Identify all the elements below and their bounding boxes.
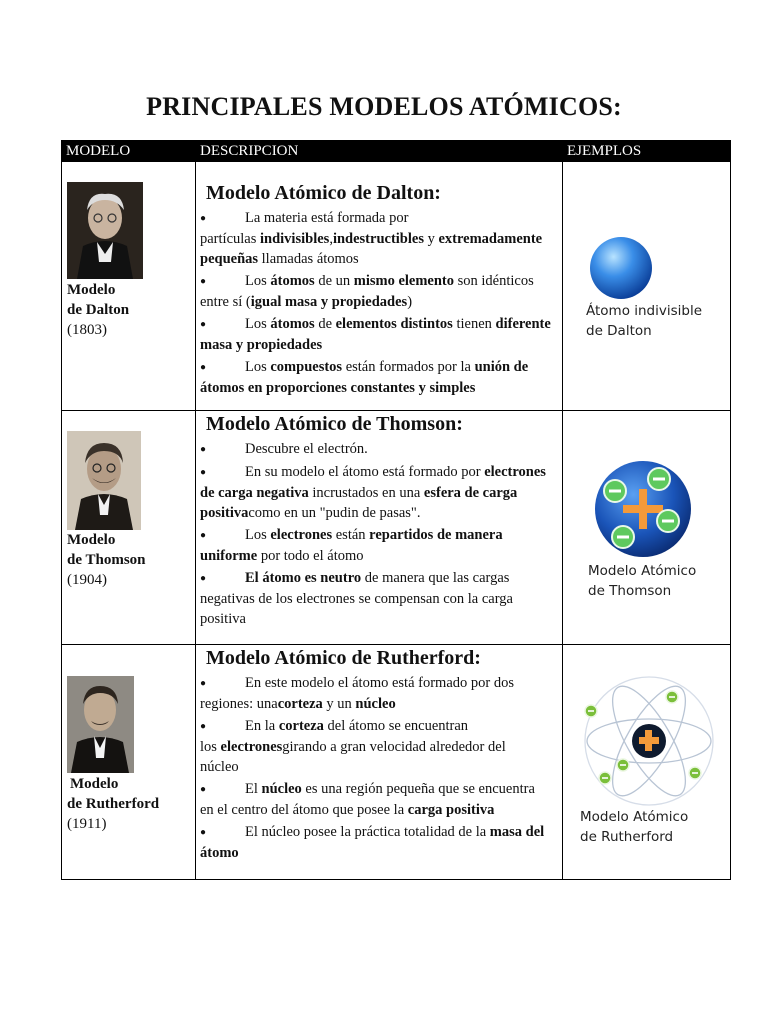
table-row — [62, 162, 731, 411]
desc-title: Modelo Atómico de Thomson: — [206, 413, 463, 435]
bullet-bold-text: compuestos — [270, 359, 343, 375]
bullet-bold-text: átomo — [200, 845, 239, 861]
bullet-text: son idénticos — [454, 273, 534, 289]
bullet-list — [200, 208, 562, 398]
bullet-item — [200, 716, 562, 777]
model-cell-rutherford — [62, 645, 196, 880]
model-name-line2: de Rutherford — [67, 796, 160, 812]
bullet-text: entre sí ( — [200, 294, 251, 310]
example-cell-rutherford — [563, 645, 731, 880]
bullet-bold-text: diferente — [495, 316, 551, 332]
models-table — [61, 140, 731, 880]
bullet-text: La materia está formada por — [245, 210, 409, 226]
bullet-text: En la — [245, 718, 279, 734]
table-header-row — [62, 141, 731, 162]
model-name-line1: Modelo — [70, 776, 119, 792]
header-ejemplos: EJEMPLOS — [563, 141, 731, 162]
bullet-text: Descubre el electrón. — [245, 441, 368, 457]
bullet-bold-text: elementos distintos — [335, 316, 453, 332]
bullet-item — [200, 673, 562, 714]
bullet-bold-text: indivisibles — [260, 231, 330, 247]
bullet-text: tienen — [452, 316, 496, 332]
bullet-text: Los — [245, 316, 271, 332]
bullet-dot-icon: ● — [200, 444, 207, 455]
desc-title: Modelo Atómico de Dalton: — [206, 182, 441, 204]
bullet-bold-text: corteza — [278, 718, 324, 734]
bullet-text: ) — [407, 294, 413, 310]
example-cell-thomson — [563, 411, 731, 645]
bullet-text: por todo el átomo — [257, 548, 364, 564]
model-name-line1: Modelo — [67, 532, 116, 548]
bullet-item — [200, 525, 562, 566]
portrait-rutherford — [67, 676, 134, 773]
header-descripcion: DESCRIPCION — [196, 141, 563, 162]
bullet-bold-text: unión de — [474, 359, 529, 375]
bullet-bold-text: átomos — [270, 273, 315, 289]
bullet-item — [200, 779, 562, 820]
bullet-bold-text: El átomo es neutro — [245, 570, 362, 586]
portrait-dalton — [67, 182, 143, 279]
table-row — [62, 645, 731, 880]
bullet-bold-text: carga positiva — [407, 802, 495, 818]
desc-cell-thomson — [196, 411, 563, 645]
bullet-dot-icon: ● — [200, 276, 207, 287]
bullet-text: y un — [322, 696, 356, 712]
model-year: (1904) — [67, 572, 107, 588]
thomson-atom-pudding — [593, 457, 693, 561]
bullet-dot-icon: ● — [200, 573, 207, 584]
bullet-text: y — [423, 231, 439, 247]
bullet-text: positiva — [200, 611, 246, 627]
model-cell-dalton — [62, 162, 196, 411]
bullet-dot-icon: ● — [200, 530, 207, 541]
bullet-bold-text: corteza — [277, 696, 323, 712]
bullet-text: están formados por la — [342, 359, 475, 375]
bullet-text: están — [332, 527, 370, 543]
model-name-line1: Modelo — [67, 282, 116, 298]
bullet-dot-icon: ● — [200, 678, 207, 689]
bullet-text: incrustados en una — [308, 485, 424, 501]
bullet-item — [200, 439, 562, 460]
bullet-item — [200, 208, 562, 269]
bullet-bold-text: mismo elemento — [353, 273, 455, 289]
model-name-line2: de Dalton — [67, 302, 130, 318]
bullet-bold-text: núcleo — [261, 781, 302, 797]
bullet-text: girando a gran velocidad alrededor del — [282, 739, 506, 755]
bullet-dot-icon: ● — [200, 362, 207, 373]
bullet-list — [200, 439, 562, 629]
example-cell-dalton — [563, 162, 731, 411]
bullet-text: El — [245, 781, 262, 797]
bullet-text: negativas de los electrones se compensan con la carga — [200, 591, 513, 607]
bullet-text: En su modelo el átomo está formado por — [245, 464, 485, 480]
bullet-item — [200, 568, 562, 629]
bullet-bold-text: indestructibles — [332, 231, 424, 247]
bullet-bold-text: masa y propiedades — [200, 337, 323, 353]
bullet-bold-text: extremadamente — [438, 231, 543, 247]
bullet-text: de — [314, 316, 336, 332]
model-year: (1803) — [67, 322, 107, 338]
bullet-item — [200, 822, 562, 863]
bullet-text: es una región pequeña que se encuentra — [301, 781, 535, 797]
desc-title: Modelo Atómico de Rutherford: — [206, 647, 481, 669]
example-caption-line1: Modelo Atómico — [580, 809, 689, 825]
bullet-text: en el centro del átomo que posee la — [200, 802, 408, 818]
bullet-text: Los — [245, 359, 271, 375]
bullet-bold-text: esfera de carga — [423, 485, 518, 501]
header-modelo: MODELO — [62, 141, 196, 162]
bullet-item — [200, 271, 562, 312]
bullet-dot-icon: ● — [200, 319, 207, 330]
bullet-bold-text: masa del — [489, 824, 545, 840]
desc-cell-rutherford — [196, 645, 563, 880]
bullet-text: Los — [245, 273, 271, 289]
example-caption-line1: Átomo indivisible — [586, 303, 703, 319]
bullet-text: como en un "pudin de pasas". — [248, 505, 421, 521]
bullet-bold-text: de carga negativa — [200, 485, 309, 501]
bullet-bold-text: núcleo — [355, 696, 396, 712]
bullet-item — [200, 314, 562, 355]
bullet-text: regiones: una — [200, 696, 278, 712]
bullet-bold-text: repartidos de manera — [369, 527, 503, 543]
bullet-text: Los — [245, 527, 271, 543]
bullet-dot-icon: ● — [200, 784, 207, 795]
bullet-text: del átomo se encuentran — [323, 718, 469, 734]
portrait-thomson — [67, 431, 141, 530]
bullet-bold-text: átomos — [270, 316, 315, 332]
bullet-bold-text: electrones — [270, 527, 333, 543]
bullet-list — [200, 673, 562, 863]
bullet-bold-text: uniforme — [200, 548, 258, 564]
model-year: (1911) — [67, 816, 107, 832]
bullet-text: los — [200, 739, 221, 755]
bullet-item — [200, 462, 562, 523]
bullet-bold-text: igual masa y propiedades — [250, 294, 408, 310]
bullet-text: de manera que las cargas — [361, 570, 510, 586]
bullet-bold-text: electrones — [220, 739, 283, 755]
example-caption-line2: de Dalton — [586, 323, 652, 339]
table-row — [62, 411, 731, 645]
bullet-dot-icon: ● — [200, 213, 207, 224]
example-caption-line2: de Rutherford — [580, 829, 674, 845]
bullet-text: partículas — [200, 231, 260, 247]
bullet-text: El núcleo posee la práctica totalidad de la — [245, 824, 490, 840]
bullet-text: de un — [314, 273, 354, 289]
bullet-text: , — [329, 231, 333, 247]
bullet-text: llamadas átomos — [258, 251, 359, 267]
bullet-dot-icon: ● — [200, 721, 207, 732]
model-name-line2: de Thomson — [67, 552, 146, 568]
bullet-dot-icon: ● — [200, 467, 207, 478]
rutherford-atom-orbits — [579, 675, 719, 807]
model-cell-thomson — [62, 411, 196, 645]
dalton-atom-sphere — [589, 236, 653, 300]
bullet-text: núcleo — [200, 759, 239, 775]
bullet-text: En este modelo el átomo está formado por dos — [245, 675, 514, 691]
page-title: PRINCIPALES MODELOS ATÓMICOS: — [146, 92, 622, 121]
desc-cell-dalton — [196, 162, 563, 411]
bullet-bold-text: átomos en proporciones constantes y simples — [200, 380, 476, 396]
bullet-dot-icon: ● — [200, 827, 207, 838]
bullet-bold-text: positiva — [200, 505, 249, 521]
bullet-bold-text: electrones — [484, 464, 546, 480]
example-caption-line2: de Thomson — [588, 583, 672, 599]
example-caption-line1: Modelo Atómico — [588, 563, 697, 579]
bullet-bold-text: pequeñas — [200, 251, 259, 267]
bullet-item — [200, 357, 562, 398]
